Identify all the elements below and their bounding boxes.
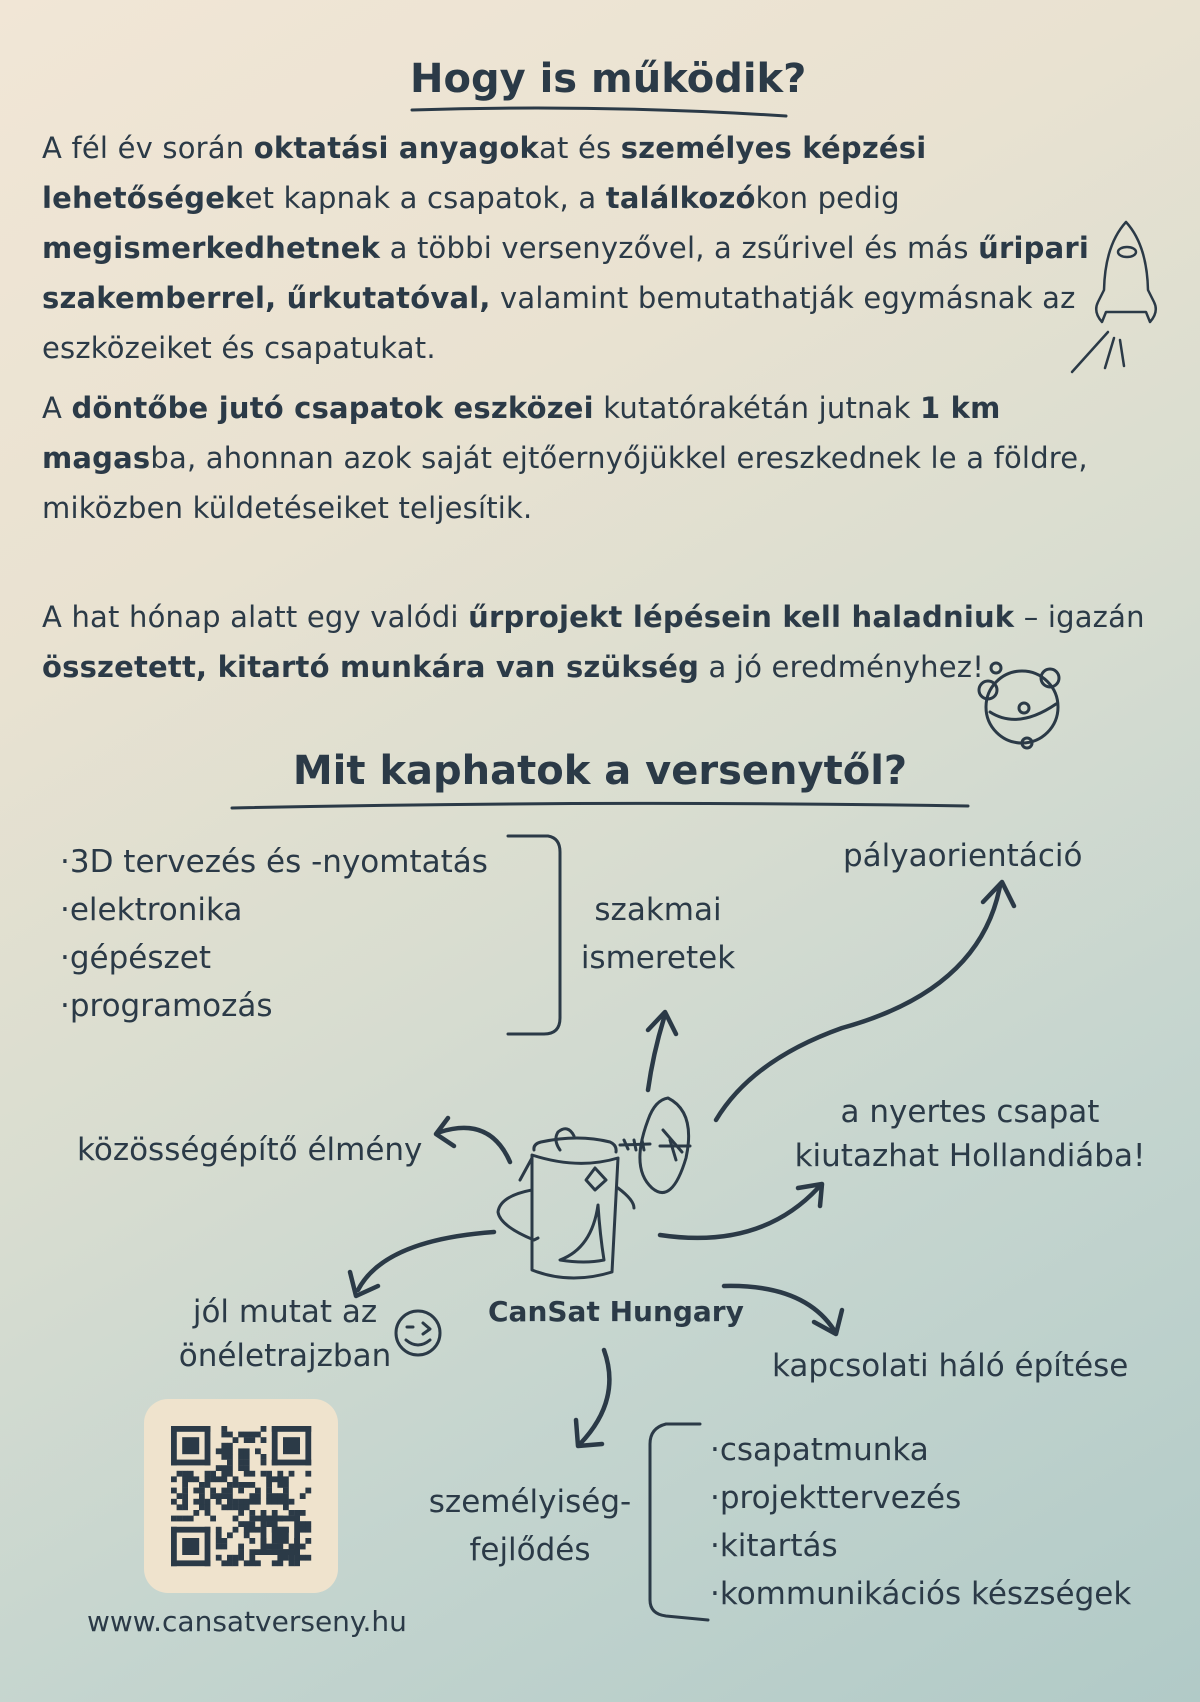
- career-label: pályaorientáció: [843, 838, 1083, 874]
- text: – igazán: [1014, 600, 1145, 634]
- winner-line: kiutazhat Hollandiába!: [794, 1138, 1146, 1174]
- arrow-to-winner: [660, 1188, 818, 1238]
- list-item: ·projekttervezés: [710, 1480, 962, 1516]
- personality-line: személyiség-: [428, 1484, 632, 1520]
- cv-line: jól mutat az: [192, 1294, 378, 1330]
- arrow-to-personality: [580, 1350, 609, 1444]
- title-underline-gain: [232, 803, 968, 808]
- text: A hat hónap alatt egy valódi: [42, 600, 469, 634]
- skills-label-line: ismeretek: [580, 940, 736, 976]
- bold-text: űrprojekt lépésein kell haladniuk: [468, 600, 1015, 634]
- text: valamint bemutathatják egymásnak az eszközeiket és csapatukat.: [42, 281, 1076, 365]
- community-label: közösségépítő élmény: [77, 1132, 423, 1168]
- cv-line: önéletrajzban: [178, 1338, 392, 1374]
- section-title-how: Hogy is működik?: [410, 56, 807, 102]
- rocket-icon: [1072, 222, 1156, 372]
- list-item: ·kitartás: [710, 1528, 838, 1564]
- skills-label-line: szakmai: [594, 892, 722, 928]
- arrow-to-cv: [358, 1232, 494, 1290]
- arrow-to-career: [716, 886, 1000, 1120]
- bold-text: találkozó: [605, 181, 756, 215]
- list-item: ·3D tervezés és -nyomtatás: [60, 844, 488, 880]
- winner-line: a nyertes csapat: [840, 1094, 1100, 1130]
- text: et kapnak a csapatok, a: [244, 181, 606, 215]
- network-label: kapcsolati háló építése: [772, 1348, 1129, 1384]
- arrows: [350, 882, 1014, 1446]
- text: kon pedig: [755, 181, 900, 215]
- bold-text: oktatási anyagok: [253, 131, 539, 165]
- text: at és: [538, 131, 621, 165]
- text: kutatórakétán jutnak: [593, 391, 920, 425]
- text: ba, ahonnan azok saját ejtőernyőjükkel ereszkednek le a földre, miközben küldetéseiket teljesítik.: [42, 441, 1088, 525]
- personal-bracket: [650, 1424, 708, 1620]
- text: A fél év során: [42, 131, 254, 165]
- list-item: ·csapatmunka: [710, 1432, 929, 1468]
- list-item: ·programozás: [60, 988, 273, 1024]
- text: a jó eredményhez!: [699, 650, 985, 684]
- personality-line: fejlődés: [469, 1532, 591, 1568]
- text: A: [42, 391, 72, 425]
- bold-text: személyes képzési lehetőségek: [42, 131, 927, 215]
- list-item: ·gépészet: [60, 940, 212, 976]
- bold-text: 1 km magas: [42, 391, 1001, 475]
- section-title-gain: Mit kaphatok a versenytől?: [292, 748, 908, 794]
- list-item: ·elektronika: [60, 892, 243, 928]
- planet-icon: [979, 663, 1059, 748]
- bold-text: összetett, kitartó munkára van szükség: [42, 650, 700, 684]
- skills-bracket: [508, 836, 560, 1034]
- list-item: ·kommunikációs készségek: [710, 1576, 1132, 1612]
- cansat-label: CanSat Hungary: [488, 1295, 744, 1328]
- text: a többi versenyzővel, a zsűrivel és más: [380, 231, 979, 265]
- winking-smiley-icon: [396, 1311, 440, 1355]
- bold-text: megismerkedhetnek: [42, 231, 381, 265]
- cansat-can-icon: [498, 1129, 650, 1278]
- bold-text: űripari szakemberrel, űrkutatóval,: [42, 231, 1089, 315]
- bold-text: döntőbe jutó csapatok eszközei: [71, 391, 594, 425]
- website-url[interactable]: www.cansatverseny.hu: [87, 1605, 407, 1638]
- title-underline-how: [412, 108, 786, 116]
